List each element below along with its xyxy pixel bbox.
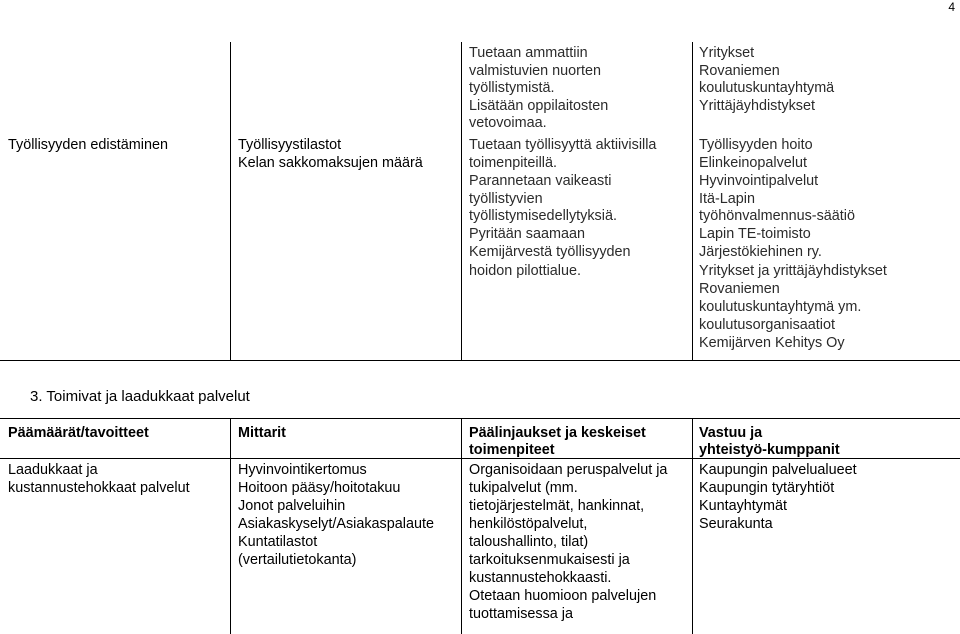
action-line: vetovoimaa. (469, 115, 547, 131)
responsible-line: Yrittäjäyhdistykset (699, 98, 815, 114)
table1-metric: Työllisyystilastot (238, 137, 342, 153)
goal-line: kustannustehokkaat palvelut (8, 480, 190, 496)
action-line: Otetaan huomioon palvelujen (469, 588, 657, 604)
metric-line: Hyvinvointikertomus (238, 462, 367, 478)
header-actions-cont: toimenpiteet (469, 442, 555, 458)
action-line: tukipalvelut (mm. (469, 480, 578, 496)
action-line: valmistuvien nuorten (469, 63, 601, 79)
responsible-line: koulutuskuntayhtymä ym. (699, 299, 862, 315)
action-line: tuottamisessa ja (469, 606, 573, 622)
responsible-line: Rovaniemen (699, 281, 780, 297)
table1-bottom-border (0, 360, 960, 361)
responsible-line: Työllisyyden hoito (699, 137, 813, 153)
responsible-line: Hyvinvointipalvelut (699, 173, 819, 189)
table1-metric: Kelan sakkomaksujen määrä (238, 155, 423, 171)
responsible-line: Elinkeinopalvelut (699, 155, 808, 171)
responsible-line: koulutuskuntayhtymä (699, 80, 835, 96)
responsible-line: Yritykset ja yrittäjäyhdistykset (699, 263, 887, 279)
action-line: Tuetaan ammattiin (469, 45, 588, 61)
responsible-line: Yritykset (699, 45, 755, 61)
table1-col-divider-1 (230, 42, 231, 360)
header-metrics: Mittarit (238, 425, 286, 441)
action-line: työllistymistä. (469, 80, 555, 96)
table2-col-divider-2 (461, 418, 462, 634)
action-line: henkilöstöpalvelut, (469, 516, 588, 532)
metric-line: Jonot palveluihin (238, 498, 346, 514)
table1-goal: Työllisyyden edistäminen (8, 137, 168, 153)
table1-col-divider-2 (461, 42, 462, 360)
responsible-line: Kaupungin tytäryhtiöt (699, 480, 835, 496)
action-line: Parannetaan vaikeasti (469, 173, 612, 189)
metric-line: Asiakaskyselyt/Asiakaspalaute (238, 516, 434, 532)
responsible-line: Kaupungin palvelualueet (699, 462, 857, 478)
header-goals: Päämäärät/tavoitteet (8, 425, 149, 441)
responsible-line: Kemijärven Kehitys Oy (699, 335, 845, 351)
responsible-line: Järjestökiehinen ry. (699, 244, 822, 260)
action-line: Tuetaan työllisyyttä aktiivisilla (469, 137, 657, 153)
table1-col-divider-3 (692, 42, 693, 360)
action-line: tietojärjestelmät, hankinnat, (469, 498, 645, 514)
action-line: Pyritään saamaan (469, 226, 585, 242)
section-title: 3. Toimivat ja laadukkaat palvelut (30, 388, 250, 405)
header-responsible: Vastuu ja (699, 425, 763, 441)
responsible-line: Rovaniemen (699, 63, 780, 79)
action-line: Lisätään oppilaitosten (469, 98, 609, 114)
action-line: työllistyvien (469, 191, 543, 207)
action-line: hoidon pilottialue. (469, 263, 582, 279)
responsible-line: Seurakunta (699, 516, 773, 532)
action-line: Organisoidaan peruspalvelut ja (469, 462, 668, 478)
table2-top-border (0, 418, 960, 419)
table2-col-divider-1 (230, 418, 231, 634)
header-responsible-cont: yhteistyö-kumppanit (699, 442, 840, 458)
responsible-line: Kuntayhtymät (699, 498, 787, 514)
action-line: työllistymisedellytyksiä. (469, 208, 617, 224)
metric-line: (vertailutietokanta) (238, 552, 357, 568)
responsible-line: työhönvalmennus-säätiö (699, 208, 855, 224)
action-line: tarkoituksenmukaisesti ja (469, 552, 630, 568)
metric-line: Kuntatilastot (238, 534, 318, 550)
action-line: kustannustehokkaasti. (469, 570, 612, 586)
action-line: taloushallinto, tilat) (469, 534, 589, 550)
responsible-line: Itä-Lapin (699, 191, 756, 207)
responsible-line: Lapin TE-toimisto (699, 226, 811, 242)
page-number: 4 (948, 0, 955, 14)
goal-line: Laadukkaat ja (8, 462, 98, 478)
table2-col-divider-3 (692, 418, 693, 634)
action-line: Kemijärvestä työllisyyden (469, 244, 631, 260)
action-line: toimenpiteillä. (469, 155, 557, 171)
header-actions: Päälinjaukset ja keskeiset (469, 425, 646, 441)
responsible-line: koulutusorganisaatiot (699, 317, 836, 333)
metric-line: Hoitoon pääsy/hoitotakuu (238, 480, 401, 496)
